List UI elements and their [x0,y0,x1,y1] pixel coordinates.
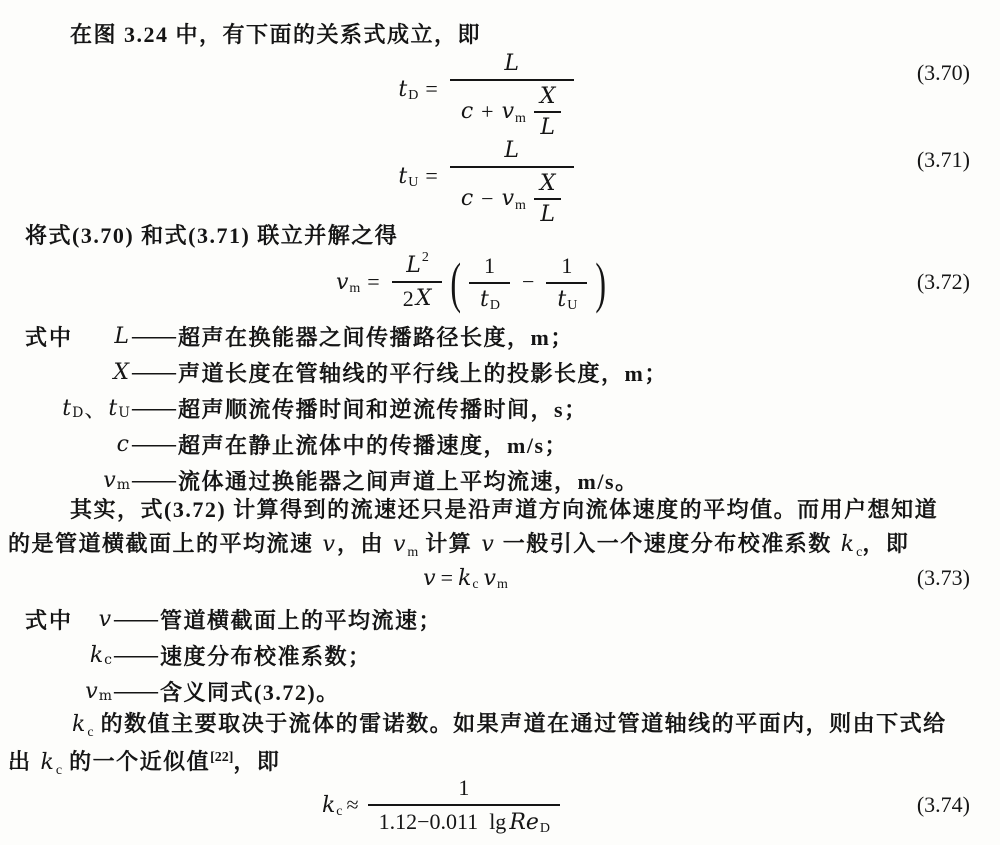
def-description: 超声在静止流体中的传播速度，m/s； [178,432,569,458]
sub-m: m [349,281,361,296]
var-v: v [85,678,98,704]
symbol-definitions-1 [8,318,992,498]
text-segment: 一般引入一个速度分布校准系数 [495,531,839,556]
var-Re: Re [509,809,539,835]
sup-2: 2 [421,250,429,265]
var-L: L [114,323,129,349]
separator: 、 [84,397,107,423]
var-v: v [322,532,335,557]
def-dash: —— [132,395,176,420]
equation-3-72 [0,249,1000,315]
var-k: k [840,532,855,557]
sub-c: c [87,725,94,740]
numerator [493,50,530,79]
numerator [395,252,439,281]
denominator [450,166,574,228]
def-dash: —— [132,431,176,456]
symbol-definitions-2 [8,601,992,709]
equation-label-3-70: (3.70) [916,60,970,85]
sub-D: D [72,405,84,421]
formula-vm [335,252,609,313]
var-t: t [398,163,408,189]
var-k: k [72,712,86,737]
var-v: v [98,606,111,632]
def-dash: —— [114,642,158,667]
var-v: v [483,565,496,591]
sub-U: U [567,298,578,313]
var-c: c [460,99,474,124]
sub-U: U [118,405,130,421]
num-2: 2 [402,285,414,311]
def-description: 速度分布校准系数； [160,643,372,669]
sub-m: m [98,688,112,704]
var-X: X [113,359,129,385]
definition-row-v [8,601,992,637]
combine-line: 将式(3.70) 和式(3.71) 联立并解之得 [25,223,399,248]
def-dash: —— [132,323,176,348]
var-L: L [504,137,519,163]
var-t: t [557,286,567,312]
denominator [534,198,561,227]
definition-term [8,324,130,349]
left-paren: ( [450,250,462,314]
def-description: 含义同式(3.72)。 [160,679,340,705]
var-c: c [460,186,474,211]
definition-row-tD-tU [8,390,992,426]
formula-kc-approx [321,774,565,836]
var-v: v [501,99,514,124]
sub-c: c [55,763,63,778]
formula-tU [397,131,578,227]
definition-term [8,432,130,457]
fraction [392,252,443,313]
definition-term [8,679,112,704]
right-paren: ) [595,250,607,314]
var-t: t [480,286,489,312]
sub-m: m [515,197,526,213]
sub-D: D [408,88,419,103]
var-v: v [392,532,406,557]
var-v: v [481,532,494,557]
var-c: c [116,431,129,457]
def-prefix: 式中 [25,607,74,633]
def-dash: —— [132,359,176,384]
definition-row-X [8,354,992,390]
definition-term [8,607,112,632]
definition-row-vm [8,462,992,498]
sub-c: c [856,545,863,560]
approx-sign: ≈ [346,792,359,817]
text-segment: ，由 [336,531,391,556]
var-t: t [398,76,408,102]
sub-D: D [489,298,500,313]
def-description: 流体通过换能器之间声道上平均流速，m/s。 [178,468,639,494]
log-operator: lg [489,809,507,834]
def-description: 管道横截面上的平均流速； [160,607,443,633]
var-L: L [540,114,556,140]
definition-row-vm [8,673,992,709]
citation-superscript: [22] [210,750,234,765]
fraction [469,252,510,313]
var-L: L [540,201,556,227]
sub-c: c [104,652,112,668]
equation-3-70 [0,46,1000,140]
definition-row-c [8,426,992,462]
equals-sign: = [425,163,438,188]
var-t: t [62,395,72,421]
equals-sign: = [440,565,453,590]
sub-c: c [472,577,479,592]
var-L: L [406,252,421,278]
var-v: v [501,186,514,211]
den-constants: 1.12−0.011 [378,809,479,834]
def-description: 超声在换能器之间传播路径长度，m； [178,324,574,350]
formula-tD [397,44,578,140]
equation-3-74 [0,773,1000,837]
var-k: k [457,565,472,591]
denominator [368,804,560,836]
text-segment: 的是管道横截面上的平均流速 [8,531,321,556]
equals-sign: = [367,269,380,294]
def-prefix: 式中 [25,324,74,350]
intro-line: 在图 3.24 中，有下面的关系式成立，即 [70,22,482,47]
definition-term [8,643,112,668]
denominator [469,282,510,313]
text-segment: 出 [8,749,39,774]
var-L: L [504,50,519,76]
sub-U: U [408,175,419,190]
definition-term [8,393,130,424]
equation-label-3-72: (3.72) [916,269,970,294]
denominator [546,282,587,313]
definition-term [8,360,130,385]
plus-sign: + [481,98,494,124]
minus-sign: − [522,269,535,294]
var-t: t [108,395,118,421]
def-dash: —— [132,467,176,492]
sub-m: m [515,110,526,126]
fraction [450,137,574,228]
numerator [534,171,562,198]
var-v: v [103,467,116,493]
definition-row-kc [8,637,992,673]
nested-fraction [534,171,562,227]
sub-c: c [336,804,343,819]
numerator [447,774,480,804]
fraction [368,774,560,836]
equation-label-3-74: (3.74) [916,792,970,817]
text-segment: 的一个近似值 [62,749,211,774]
text-segment: ，即 [233,749,281,774]
minus-sign: − [481,185,494,211]
equation-3-73 [0,560,1000,596]
sub-m: m [496,577,508,592]
text-segment: ，即 [862,531,910,556]
fraction [546,252,587,313]
def-description: 超声顺流传播时间和逆流传播时间，s； [178,396,588,422]
equals-sign: = [425,76,438,101]
numerator [493,137,530,166]
sub-m: m [407,545,419,560]
def-dash: —— [114,606,158,631]
equation-label-3-73: (3.73) [916,565,970,590]
var-v: v [335,269,349,295]
var-X: X [415,286,432,311]
equation-label-3-71: (3.71) [916,147,970,172]
sub-D: D [539,821,551,836]
numerator [473,252,506,282]
var-v: v [423,565,436,591]
def-dash: —— [114,678,158,703]
fraction [450,50,574,141]
denominator [392,281,443,313]
definition-term [8,468,130,493]
text-segment: 的数值主要取决于流体的雷诺数。如果声道在通过管道轴线的平面内，则由下式给 [93,711,947,736]
var-k: k [40,750,54,775]
text-segment: 计算 [418,531,480,556]
numerator [534,84,562,111]
equation-3-71 [0,133,1000,227]
definition-row-L [8,318,992,354]
var-k: k [89,642,104,668]
sub-m: m [116,477,130,493]
var-X: X [539,83,556,109]
def-description: 声道长度在管轴线的平行线上的投影长度，m； [178,360,668,386]
paragraph-3-line-1: 其实，式(3.72) 计算得到的流速还只是沿声道方向流体速度的平均值。而用户想知道 [70,497,939,522]
formula-v-kc-vm [422,565,508,591]
var-k: k [321,792,336,818]
num-1: 1 [458,775,470,800]
num-1: 1 [484,252,496,278]
numerator [550,252,583,282]
var-X: X [539,170,556,196]
num-1: 1 [561,252,573,278]
